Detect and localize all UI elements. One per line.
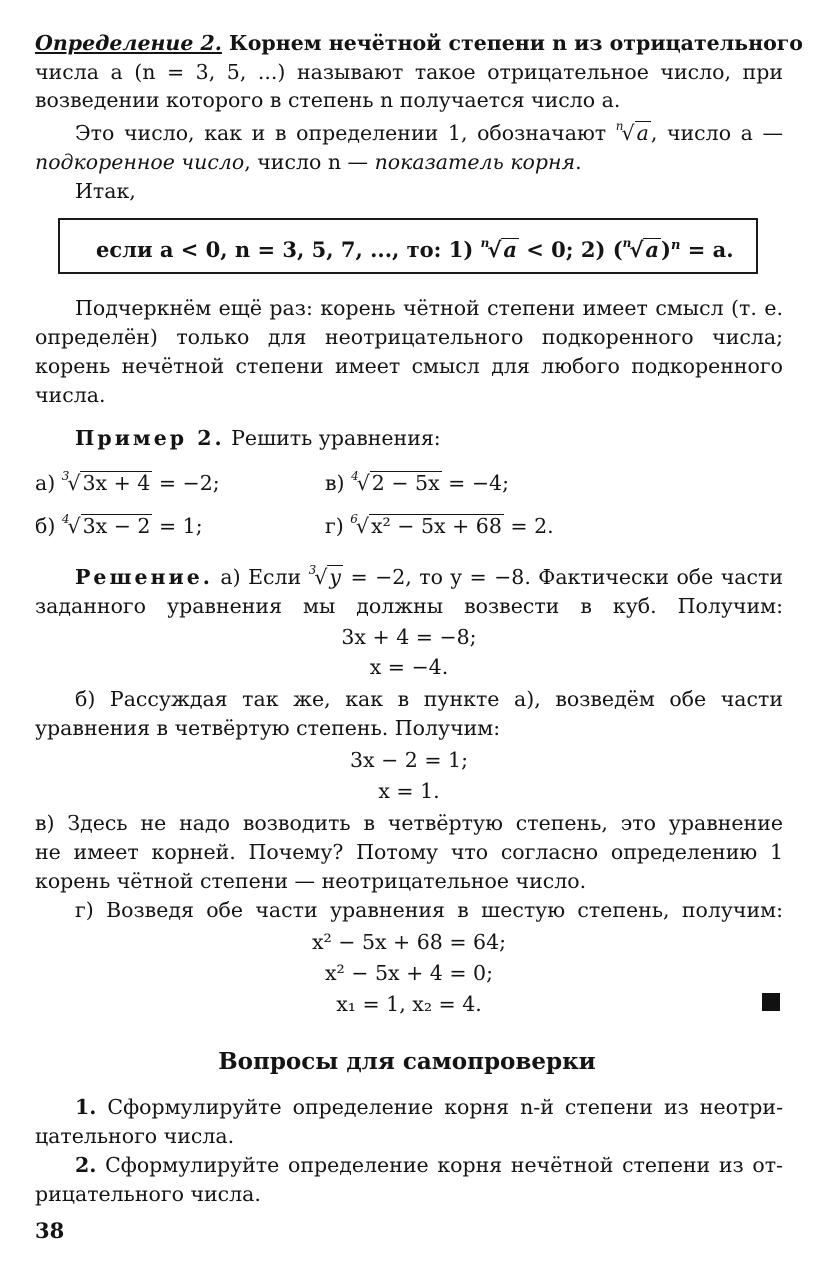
question-1-line-2: цательного числа.	[35, 1124, 235, 1148]
equation-v: в) $^4$√2 − 5x = −4;	[325, 469, 509, 495]
notation-line-1: Это число, как и в определении 1, обозначают $^n$√a, число a —	[35, 118, 783, 148]
solution-line-1: Решение. а) Если $^3$√y = −2, то y = −8. Фактически обе части	[75, 563, 784, 589]
eq-6: x² − 5x + 4 = 0;	[324, 961, 493, 985]
solution-b-line-1: б) Рассуждая так же, как в пункте а), возведём обе части	[75, 687, 783, 711]
question-2-line-2: рицательного числа.	[35, 1182, 261, 1206]
definition-line-3: возведении которого в степень n получается число a.	[35, 88, 621, 112]
eq-2: x = −4.	[369, 655, 449, 679]
solution-v-line-2: не имеет корней. Почему? Потому что согласно определению 1	[35, 840, 783, 864]
equation-g: г) $^6$√x² − 5x + 68 = 2.	[325, 512, 554, 538]
eq-7: x₁ = 1, x₂ = 4.	[336, 992, 482, 1016]
solution-g-line-1: г) Возведя обе части уравнения в шестую степень, получим:	[75, 898, 783, 922]
definition-line-1	[35, 28, 803, 58]
eq-4: x = 1.	[378, 779, 440, 803]
boxed-statement: если a < 0, n = 3, 5, 7, ..., то: 1) $^n$√a < 0; 2) $(^n√a)^n = a$.	[58, 218, 758, 274]
emphasis-line-1: Подчеркнём ещё раз: корень чётной степени имеет смысл (т. е.	[75, 296, 783, 320]
solution-b-line-2: уравнения в четвёртую степень. Получим:	[35, 716, 501, 740]
question-1-line-1: 1. Сформулируйте определение корня n-й степени из неотри-	[75, 1095, 783, 1119]
example-title: Пример 2. Решить уравнения:	[75, 426, 441, 450]
definition-text: Корнем нечётной степени n из отрицательного	[221, 31, 803, 55]
radical-n-a: $^n$√a	[615, 119, 649, 145]
notation-line-2: подкоренное число, число n — показатель корня.	[35, 150, 582, 174]
definition-line-2: числа a (n = 3, 5, ...) называют такое отрицательное число, при	[35, 60, 783, 84]
question-2-line-1: 2. Сформулируйте определение корня нечётной степени из от-	[75, 1153, 783, 1177]
emphasis-line-3: корень нечётной степени имеет смысл для любого подкоренного	[35, 354, 783, 378]
eq-1: 3x + 4 = −8;	[341, 625, 477, 649]
questions-heading: Вопросы для самопроверки	[218, 1048, 596, 1075]
page-number: 38	[35, 1218, 65, 1243]
equation-b-row	[35, 511, 783, 541]
end-of-proof-square	[762, 993, 780, 1011]
equation-a-row	[35, 468, 783, 498]
equation-a: а) $^3$√3x + 4 = −2;	[35, 469, 220, 495]
eq-3: 3x − 2 = 1;	[349, 748, 468, 772]
solution-v-line-3: корень чётной степени — неотрицательное число.	[35, 869, 587, 893]
emphasis-line-4: числа.	[35, 383, 106, 407]
eq-5: x² − 5x + 68 = 64;	[311, 930, 507, 954]
emphasis-line-2: определён) только для неотрицательного подкоренного числа;	[35, 325, 783, 349]
itak: Итак,	[75, 179, 136, 203]
solution-v-line-1: в) Здесь не надо возводить в четвёртую степень, это уравнение	[35, 811, 783, 835]
solution-line-2: заданного уравнения мы должны возвести в куб. Получим:	[35, 594, 783, 618]
definition-label: Определение 2.	[35, 31, 222, 55]
equation-b: б) $^4$√3x − 2 = 1;	[35, 512, 203, 538]
